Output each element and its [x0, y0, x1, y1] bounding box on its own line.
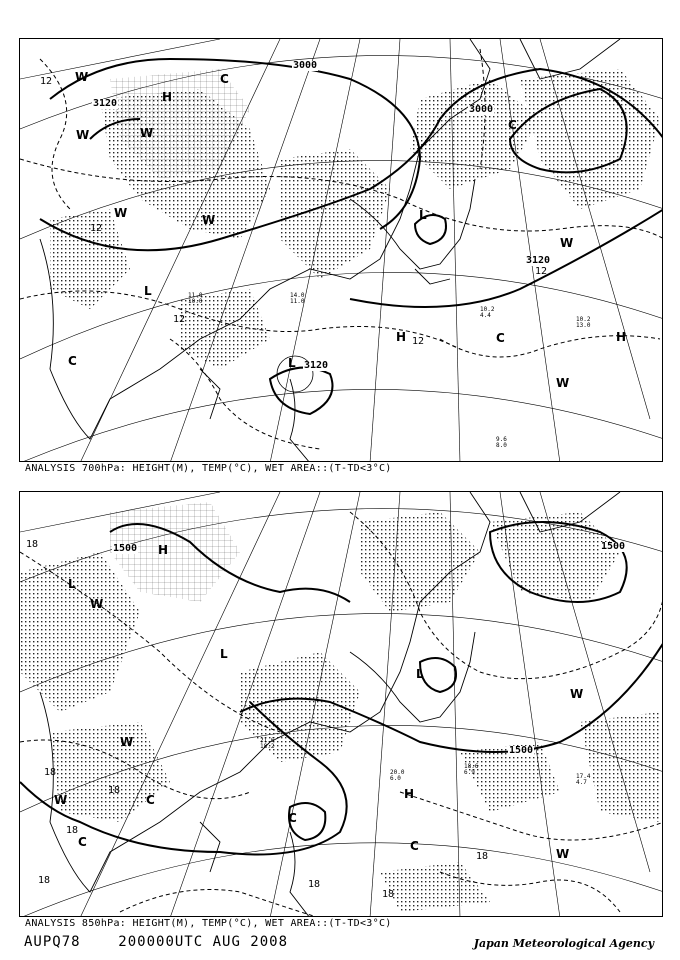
station-plot: 10.2 4.4	[480, 306, 495, 319]
height-label: 3120	[526, 255, 551, 266]
low-symbol: L	[68, 577, 76, 591]
height-label: 3120	[93, 98, 118, 109]
height-label: 1500	[509, 745, 534, 756]
cold-symbol: C	[220, 72, 229, 86]
height-label: 3120	[304, 360, 329, 371]
temp-label: 18	[44, 767, 57, 778]
warm-symbol: W	[90, 597, 104, 611]
warm-symbol: W	[556, 847, 570, 861]
temp-label: 18	[382, 889, 395, 900]
station-plot: 11.0 10.0	[188, 292, 203, 305]
cold-symbol: C	[146, 793, 155, 807]
high-symbol: H	[162, 90, 173, 104]
chart-code: AUPQ78	[24, 934, 81, 950]
cold-symbol: C	[508, 118, 517, 132]
station-plot: 18.6 6.9	[464, 763, 479, 776]
height-label: 1500	[113, 543, 138, 554]
chart-identifier	[24, 934, 288, 950]
low-symbol: L	[144, 284, 152, 298]
height-label: 3000	[469, 104, 494, 115]
warm-symbol: W	[54, 793, 68, 807]
temp-label: 18	[476, 851, 489, 862]
warm-symbol: W	[75, 70, 89, 84]
height-label: 1500	[601, 541, 626, 552]
station-plot: 21.6 18.2	[260, 737, 275, 750]
temp-label: 18	[108, 785, 121, 796]
temp-label: 12	[90, 223, 103, 234]
warm-symbol: W	[570, 687, 584, 701]
station-plot: 9.6 8.0	[496, 436, 507, 449]
temp-label: 12	[535, 266, 548, 277]
map-panel-850hpa	[19, 491, 663, 917]
cold-symbol: C	[78, 835, 87, 849]
map-panel-700hpa	[19, 38, 663, 462]
temp-label: 18	[308, 879, 321, 890]
warm-symbol: W	[556, 376, 570, 390]
height-label: 3000	[293, 60, 318, 71]
temp-label: 12	[412, 336, 425, 347]
agency-name: Japan Meteorological Agency	[473, 937, 654, 950]
low-symbol: L	[419, 208, 427, 222]
station-plot: 14.0 11.0	[290, 292, 305, 305]
temp-label: 12	[173, 314, 186, 325]
high-symbol: H	[396, 330, 407, 344]
temp-label: 18	[38, 875, 51, 886]
map-caption-700hpa: ANALYSIS 700hPa: HEIGHT(M), TEMP(°C), WET AREA::(T-TD<3°C)	[25, 463, 392, 474]
warm-symbol: W	[114, 206, 128, 220]
low-symbol: L	[416, 667, 424, 681]
cold-symbol: C	[288, 811, 297, 825]
high-symbol: H	[404, 787, 415, 801]
warm-symbol: W	[202, 213, 216, 227]
high-symbol: H	[616, 330, 627, 344]
cold-symbol: C	[410, 839, 419, 853]
warm-symbol: W	[140, 126, 154, 140]
low-symbol: L	[220, 647, 228, 661]
warm-symbol: W	[560, 236, 574, 250]
station-plot: 20.0 6.0	[390, 769, 405, 782]
cold-symbol: C	[68, 354, 77, 368]
low-symbol: L	[288, 356, 296, 370]
station-plot: 10.2 13.0	[576, 316, 591, 329]
chart-datetime: 200000UTC AUG 2008	[118, 934, 289, 950]
temp-label: 18	[66, 825, 79, 836]
warm-symbol: W	[120, 735, 134, 749]
map-caption-850hpa: ANALYSIS 850hPa: HEIGHT(M), TEMP(°C), WET AREA::(T-TD<3°C)	[25, 918, 392, 929]
cold-symbol: C	[496, 331, 505, 345]
temp-label: 18	[26, 539, 39, 550]
high-symbol: H	[158, 543, 169, 557]
temp-label: 12	[40, 76, 53, 87]
warm-symbol: W	[76, 128, 90, 142]
station-plot: 17.4 4.7	[576, 773, 591, 786]
